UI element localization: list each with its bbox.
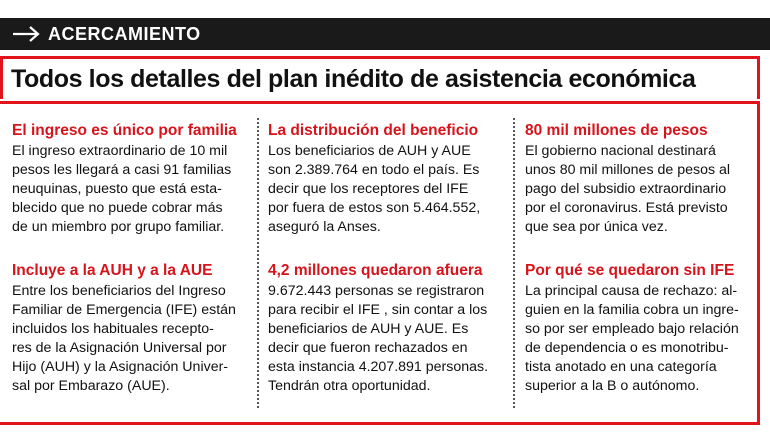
text-line: sal por Embarazo (AUE). xyxy=(12,378,170,394)
text-line: tista anotado en una categoría xyxy=(525,359,717,375)
text-line: aseguró la Anses. xyxy=(268,219,381,235)
text-line: El ingreso extraordinario de 10 mil xyxy=(12,143,228,159)
block-text xyxy=(525,142,753,237)
text-line: para recibir el IFE , sin contar a los xyxy=(268,302,488,318)
block-title: Incluye a la AUH y a la AUE xyxy=(12,262,213,279)
section-label: ACERCAMIENTO xyxy=(48,23,201,44)
text-line: decir que fueron rechazados en xyxy=(268,340,468,356)
right-arrow-icon xyxy=(12,23,40,45)
text-line: de dependencia o es monotribu- xyxy=(525,340,729,356)
text-line: 9.672.443 personas se registraron xyxy=(268,283,485,299)
headline-box xyxy=(0,56,760,99)
text-line: que sea por única vez. xyxy=(525,219,668,235)
text-line: guien en la familia cobra un ingre- xyxy=(525,302,739,318)
info-block xyxy=(12,122,252,237)
text-line: res de la Asignación Universal por xyxy=(12,340,227,356)
info-block xyxy=(525,122,753,237)
block-title: Por qué se quedaron sin IFE xyxy=(525,262,735,279)
block-title: 4,2 millones quedaron afuera xyxy=(268,262,483,279)
block-title: El ingreso es único por familia xyxy=(12,122,237,139)
section-header-bar xyxy=(0,18,770,50)
text-line: Hijo (AUH) y la Asignación Univer- xyxy=(12,359,229,375)
block-text xyxy=(525,282,739,396)
text-line: Entre los beneficiarios del Ingreso xyxy=(12,283,226,299)
text-line: decir que los receptores del IFE xyxy=(268,181,469,197)
column-3 xyxy=(525,122,753,394)
text-line: neuquinas, puesto que está esta- xyxy=(12,181,222,197)
column-divider xyxy=(513,118,515,408)
text-line: so por ser empleado bajo relación xyxy=(525,321,739,337)
text-line: La principal causa de rechazo: al- xyxy=(525,283,738,299)
info-block xyxy=(525,262,739,396)
page-title: Todos los detalles del plan inédito de asistencia económica xyxy=(11,64,696,93)
block-text xyxy=(12,142,252,237)
text-line: blecido que no puede cobrar más xyxy=(12,200,223,216)
text-line: superior a la B o autónomo. xyxy=(525,378,700,394)
text-line: unos 80 mil millones de pesos al xyxy=(525,162,731,178)
info-block xyxy=(268,122,504,237)
text-line: incluidos los habituales recepto- xyxy=(12,321,214,337)
column-2 xyxy=(268,122,504,394)
text-line: Familiar de Emergencia (IFE) están xyxy=(12,302,236,318)
text-line: El gobierno nacional destinará xyxy=(525,143,716,159)
block-title: La distribución del beneficio xyxy=(268,122,479,139)
info-block xyxy=(268,262,488,396)
column-1 xyxy=(12,122,252,394)
block-text xyxy=(268,282,488,396)
text-line: pesos les llegará a casi 91 familias xyxy=(12,162,232,178)
block-text xyxy=(268,142,504,237)
text-line: por el coronavirus. Está previsto xyxy=(525,200,728,216)
text-line: beneficiarios de AUH y AUE. Es xyxy=(268,321,469,337)
text-line: Tendrán otra oportunidad. xyxy=(268,378,431,394)
column-divider xyxy=(257,118,259,408)
text-line: Los beneficiarios de AUH y AUE xyxy=(268,143,471,159)
text-line: por fuera de estos son 5.464.552, xyxy=(268,200,481,216)
text-line: pago del subsidio extraordinario xyxy=(525,181,727,197)
block-text xyxy=(12,282,236,396)
block-title: 80 mil millones de pesos xyxy=(525,122,708,139)
text-line: de un miembro por grupo familiar. xyxy=(12,219,225,235)
text-line: son 2.389.764 en todo el país. Es xyxy=(268,162,480,178)
info-block xyxy=(12,262,236,396)
text-line: esta instancia 4.207.891 personas. xyxy=(268,359,489,375)
